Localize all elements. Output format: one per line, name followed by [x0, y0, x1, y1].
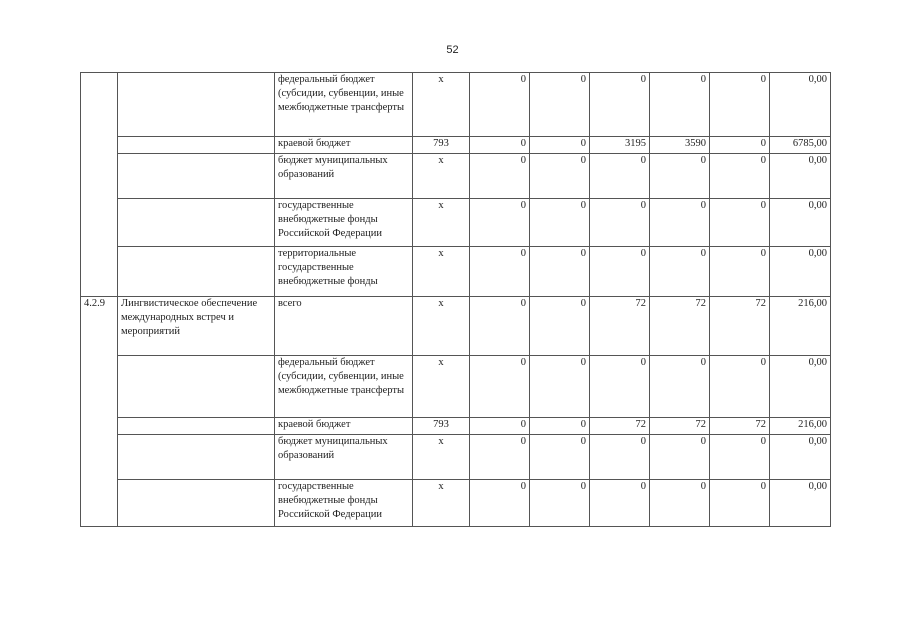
value-cell: 0 — [530, 137, 590, 154]
kbk-cell: x — [413, 435, 470, 480]
kbk-cell: x — [413, 247, 470, 297]
row-code-cell: 4.2.9 — [81, 297, 118, 527]
value-cell: 0 — [470, 297, 530, 356]
value-cell: 0 — [650, 73, 710, 137]
value-cell: 0 — [470, 480, 530, 527]
value-cell: 0 — [650, 247, 710, 297]
value-cell: 0 — [470, 356, 530, 418]
value-cell: 0 — [530, 154, 590, 199]
value-cell: 0 — [530, 73, 590, 137]
value-cell: 0 — [650, 154, 710, 199]
value-cell: 0 — [650, 435, 710, 480]
row-name-cell — [118, 154, 275, 199]
table-row — [81, 297, 831, 356]
value-cell: 0 — [650, 356, 710, 418]
row-name-cell — [118, 199, 275, 247]
table-row — [81, 199, 831, 247]
page-number: 52 — [446, 44, 459, 56]
total-cell: 0,00 — [770, 199, 831, 247]
total-cell: 0,00 — [770, 480, 831, 527]
value-cell: 0 — [710, 73, 770, 137]
value-cell: 0 — [590, 199, 650, 247]
budget-table — [80, 72, 831, 527]
value-cell: 0 — [590, 435, 650, 480]
row-name-cell — [118, 73, 275, 137]
value-cell: 72 — [650, 418, 710, 435]
value-cell: 0 — [590, 154, 650, 199]
value-cell: 72 — [710, 418, 770, 435]
total-cell: 0,00 — [770, 356, 831, 418]
row-name-cell — [118, 247, 275, 297]
row-name-cell — [118, 480, 275, 527]
value-cell: 0 — [650, 480, 710, 527]
value-cell: 0 — [530, 356, 590, 418]
value-cell: 72 — [590, 297, 650, 356]
table-row — [81, 154, 831, 199]
value-cell: 0 — [710, 356, 770, 418]
kbk-cell: x — [413, 73, 470, 137]
table-row — [81, 480, 831, 527]
value-cell: 0 — [530, 435, 590, 480]
value-cell: 0 — [470, 435, 530, 480]
value-cell: 0 — [590, 73, 650, 137]
value-cell: 0 — [530, 199, 590, 247]
total-cell: 216,00 — [770, 418, 831, 435]
row-name-cell — [118, 435, 275, 480]
value-cell: 72 — [710, 297, 770, 356]
row-name-cell: Лингвистическое обеспечение международных встреч и мероприятий — [118, 297, 275, 356]
value-cell: 0 — [590, 356, 650, 418]
value-cell: 0 — [710, 435, 770, 480]
value-cell: 0 — [710, 199, 770, 247]
table-row — [81, 137, 831, 154]
total-cell: 0,00 — [770, 73, 831, 137]
funding-source-cell: государственные внебюджетные фонды Российской Федерации — [275, 480, 413, 527]
row-name-cell — [118, 418, 275, 435]
value-cell: 0 — [530, 247, 590, 297]
table-row — [81, 435, 831, 480]
value-cell: 3590 — [650, 137, 710, 154]
value-cell: 0 — [470, 418, 530, 435]
funding-source-cell: бюджет муниципальных образований — [275, 154, 413, 199]
kbk-cell: x — [413, 356, 470, 418]
value-cell: 0 — [710, 137, 770, 154]
table-row — [81, 356, 831, 418]
funding-source-cell: краевой бюджет — [275, 418, 413, 435]
kbk-cell: 793 — [413, 418, 470, 435]
kbk-cell: x — [413, 154, 470, 199]
value-cell: 0 — [710, 480, 770, 527]
value-cell: 0 — [530, 297, 590, 356]
value-cell: 3195 — [590, 137, 650, 154]
table-row — [81, 418, 831, 435]
kbk-cell: x — [413, 480, 470, 527]
funding-source-cell: государственные внебюджетные фонды Российской Федерации — [275, 199, 413, 247]
kbk-cell: x — [413, 297, 470, 356]
funding-source-cell: бюджет муниципальных образований — [275, 435, 413, 480]
value-cell: 0 — [710, 247, 770, 297]
value-cell: 72 — [650, 297, 710, 356]
row-name-cell — [118, 356, 275, 418]
value-cell: 0 — [470, 247, 530, 297]
value-cell: 0 — [470, 199, 530, 247]
total-cell: 6785,00 — [770, 137, 831, 154]
funding-source-cell: всего — [275, 297, 413, 356]
value-cell: 0 — [470, 73, 530, 137]
value-cell: 0 — [650, 199, 710, 247]
total-cell: 0,00 — [770, 435, 831, 480]
value-cell: 0 — [710, 154, 770, 199]
funding-source-cell: территориальные государственные внебюджетные фонды — [275, 247, 413, 297]
value-cell: 0 — [590, 247, 650, 297]
value-cell: 0 — [530, 480, 590, 527]
kbk-cell: 793 — [413, 137, 470, 154]
table-row — [81, 73, 831, 137]
value-cell: 0 — [470, 137, 530, 154]
value-cell: 0 — [590, 480, 650, 527]
funding-source-cell: федеральный бюджет (субсидии, субвенции, иные межбюджетные трансферты — [275, 356, 413, 418]
table-row — [81, 247, 831, 297]
kbk-cell: x — [413, 199, 470, 247]
total-cell: 0,00 — [770, 247, 831, 297]
total-cell: 0,00 — [770, 154, 831, 199]
funding-source-cell: федеральный бюджет (субсидии, субвенции, иные межбюджетные трансферты — [275, 73, 413, 137]
row-name-cell — [118, 137, 275, 154]
total-cell: 216,00 — [770, 297, 831, 356]
value-cell: 0 — [470, 154, 530, 199]
value-cell: 0 — [530, 418, 590, 435]
row-code-cell — [81, 73, 118, 297]
funding-source-cell: краевой бюджет — [275, 137, 413, 154]
value-cell: 72 — [590, 418, 650, 435]
